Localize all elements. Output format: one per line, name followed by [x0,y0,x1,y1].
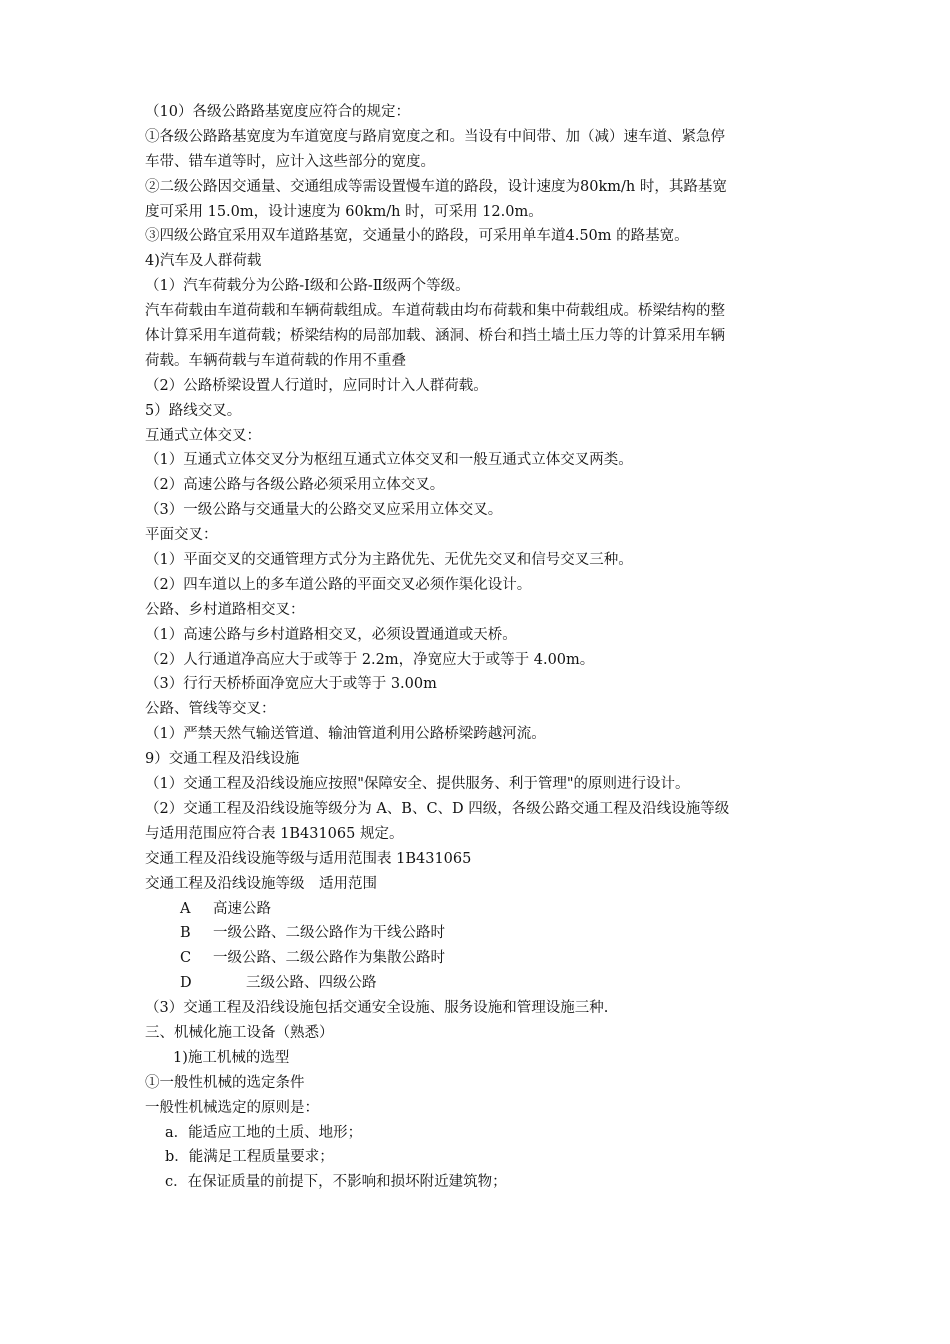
text-line: ①一般性机械的选定条件 [145,1074,305,1091]
list-item: b．能满足工程质量要求； [165,1149,334,1166]
text-line: ②二级公路因交通量、交通组成等需设置慢车道的路段，设计速度为80km/h 时，其路基宽 [145,178,727,195]
text-line: （2）公路桥梁设置人行道时，应同时计入人群荷载。 [145,377,488,394]
table-row [145,897,825,922]
subsection-label: 公路、乡村道路相交叉： [145,601,305,618]
text-line: ①各级公路路基宽度为车道宽度与路肩宽度之和。当设有中间带、加（减）速车道、紧急停 [145,128,725,145]
text-line: 与适用范围应符合表 1B431065 规定。 [145,825,404,842]
subsection-label: 公路、管线等交叉： [145,701,276,718]
text-line: 汽车荷载由车道荷载和车辆荷载组成。车道荷载由均布荷载和集中荷载组成。桥梁结构的整 [145,303,725,320]
section-heading: 4)汽车及人群荷载 [145,253,262,270]
text-line: （3）行行天桥桥面净宽应大于或等于 3.00m [145,676,437,693]
text-line: 一般性机械选定的原则是： [145,1099,319,1116]
text-line: 车带、错车道等时，应计入这些部分的宽度。 [145,153,435,170]
section-heading: 三、机械化施工设备（熟悉） [145,1024,334,1041]
text-line: （1）严禁天然气输送管道、输油管道利用公路桥梁跨越河流。 [145,726,546,743]
subsection-label: 平面交叉： [145,527,218,544]
text-line: 体计算采用车道荷载；桥梁结构的局部加载、涵洞、桥台和挡土墙土压力等的计算采用车辆 [145,328,725,345]
text-line: （2）四车道以上的多车道公路的平面交叉必须作渠化设计。 [145,576,532,593]
scope-cell: 三级公路、四级公路 [246,975,377,992]
scope-cell: 高速公路 [213,900,271,917]
table-row [145,921,825,946]
document-body [145,100,825,1195]
scope-cell: 一级公路、二级公路作为干线公路时 [213,925,445,942]
table-header: 交通工程及沿线设施等级 适用范围 [145,875,377,892]
list-item: c．在保证质量的前提下，不影响和损坏附近建筑物； [165,1174,507,1191]
grade-cell: C [180,950,192,967]
subsection-heading: 1)施工机械的选型 [173,1049,290,1066]
text-line: （10）各级公路路基宽度应符合的规定： [145,104,410,120]
grade-cell: B [180,925,191,942]
grade-cell: D [180,975,192,992]
text-line: （3）一级公路与交通量大的公路交叉应采用立体交叉。 [145,502,503,519]
text-line: （2）人行通道净高应大于或等于 2.2m，净宽应大于或等于 4.00m。 [145,651,595,668]
section-heading: 5）路线交叉。 [145,402,242,419]
text-line: （2）高速公路与各级公路必须采用立体交叉。 [145,477,445,494]
text-line: （3）交通工程及沿线设施包括交通安全设施、服务设施和管理设施三种. [145,1000,609,1017]
table-caption: 交通工程及沿线设施等级与适用范围表 1B431065 [145,850,472,867]
subsection-label: 互通式立体交叉： [145,427,261,444]
grade-cell: A [180,900,191,917]
table-row [145,946,825,971]
section-heading: 9）交通工程及沿线设施 [145,751,300,768]
text-line: （1）汽车荷载分为公路-Ⅰ级和公路-Ⅱ级两个等级。 [145,278,470,295]
text-line: （1）高速公路与乡村道路相交叉，必须设置通道或天桥。 [145,626,517,643]
text-line: （1）平面交叉的交通管理方式分为主路优先、无优先交叉和信号交叉三种。 [145,552,633,569]
list-item: a．能适应工地的土质、地形； [165,1124,363,1141]
table-row [145,971,825,996]
text-line: （1）互通式立体交叉分为枢纽互通式立体交叉和一般互通式立体交叉两类。 [145,452,633,469]
text-line: 度可采用 15.0m，设计速度为 60km/h 时，可采用 12.0m。 [145,203,543,220]
text-line: 荷载。车辆荷载与车道荷载的作用不重叠 [145,352,406,369]
text-line: ③四级公路宜采用双车道路基宽，交通量小的路段，可采用单车道4.50m 的路基宽。 [145,228,689,245]
text-line: （2）交通工程及沿线设施等级分为 A、B、C、D 四级，各级公路交通工程及沿线设施等级 [145,800,730,817]
scope-cell: 一级公路、二级公路作为集散公路时 [213,950,445,967]
text-line: （1）交通工程及沿线设施应按照"保障安全、提供服务、利于管理"的原则进行设计。 [145,776,690,793]
